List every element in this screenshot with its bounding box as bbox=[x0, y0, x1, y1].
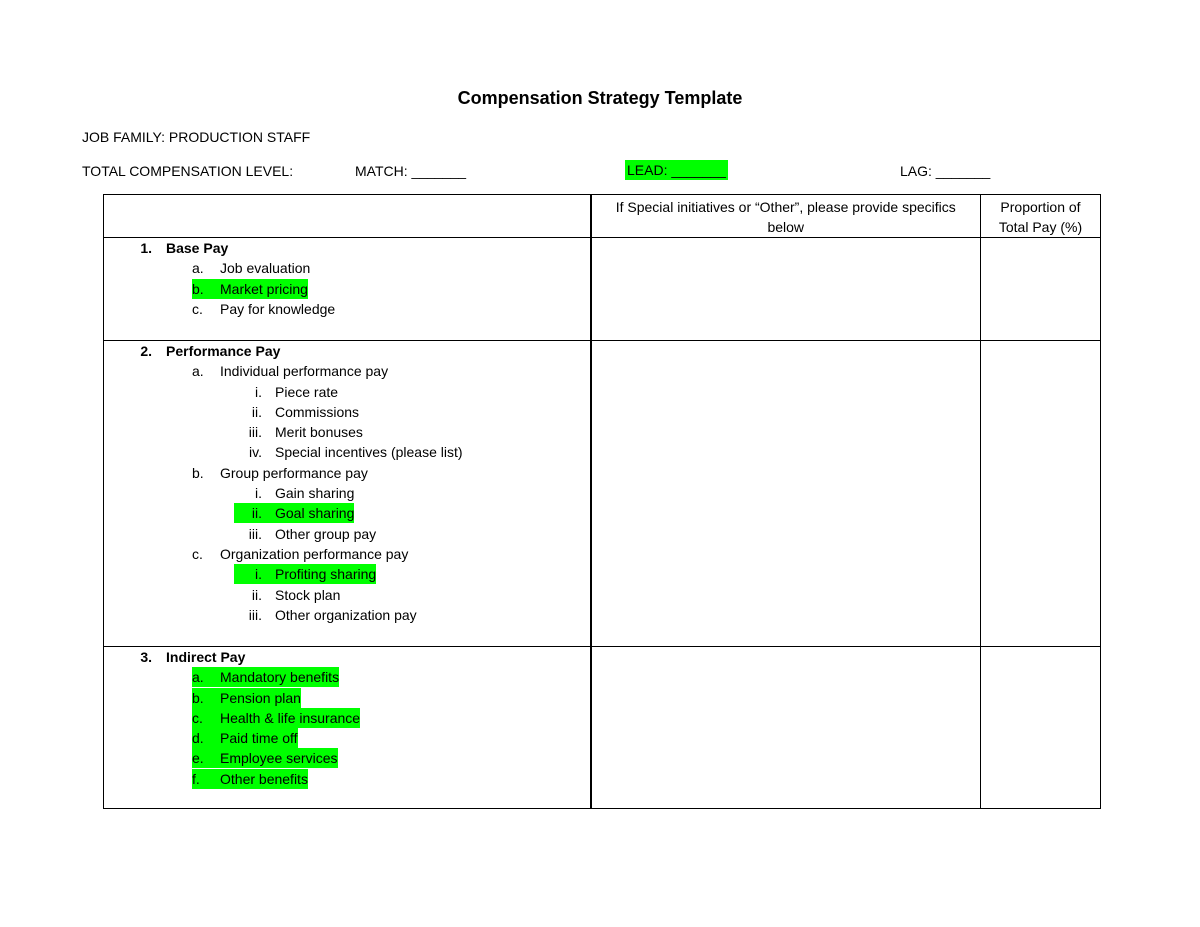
proportion-cell[interactable] bbox=[981, 238, 1101, 341]
match-field[interactable]: MATCH: _______ bbox=[355, 163, 467, 179]
sub-list-item bbox=[104, 442, 590, 462]
list-marker: b. bbox=[192, 280, 204, 297]
sub-list-item bbox=[104, 605, 590, 625]
list-item bbox=[104, 748, 590, 768]
list-marker: a. bbox=[192, 260, 204, 277]
list-item-text: Health & life insurance bbox=[220, 709, 361, 726]
list-marker: d. bbox=[192, 730, 204, 747]
list-marker: iv. bbox=[249, 444, 262, 461]
section-row-indirect-pay bbox=[104, 647, 1101, 809]
list-item bbox=[104, 769, 590, 789]
list-item-text: Base Pay bbox=[166, 240, 229, 256]
list-item bbox=[104, 299, 590, 319]
section-heading bbox=[104, 238, 590, 258]
specifics-cell[interactable] bbox=[591, 647, 981, 809]
section-cell bbox=[104, 647, 591, 809]
section-row-base-pay bbox=[104, 238, 1101, 341]
sub-list-item bbox=[104, 564, 590, 584]
list-marker: e. bbox=[192, 750, 204, 767]
header-proportion bbox=[981, 195, 1101, 238]
list-marker: i. bbox=[255, 383, 262, 400]
list-marker: a. bbox=[192, 669, 204, 686]
list-marker: 3. bbox=[140, 649, 152, 665]
page-title: Compensation Strategy Template bbox=[457, 88, 743, 108]
specifics-cell[interactable] bbox=[591, 238, 981, 341]
list-item bbox=[104, 688, 590, 708]
list-item-text: Commissions bbox=[275, 403, 360, 420]
list-marker: i. bbox=[255, 566, 262, 583]
specifics-cell[interactable] bbox=[591, 341, 981, 647]
sub-list-item bbox=[104, 422, 590, 442]
proportion-cell[interactable] bbox=[981, 341, 1101, 647]
list-marker: c. bbox=[192, 709, 203, 726]
list-item-text: Paid time off bbox=[220, 730, 298, 747]
list-item-text: Mandatory benefits bbox=[220, 669, 340, 686]
sub-list-item bbox=[104, 483, 590, 503]
list-item-text: Organization performance pay bbox=[220, 545, 409, 562]
list-marker: iii. bbox=[248, 525, 262, 542]
section-cell bbox=[104, 238, 591, 341]
list-item-text: Gain sharing bbox=[275, 485, 355, 502]
sub-list-item bbox=[104, 503, 590, 523]
list-marker: iii. bbox=[248, 606, 262, 623]
list-item-text: Indirect Pay bbox=[166, 649, 246, 665]
section-row-performance-pay bbox=[104, 341, 1101, 647]
list-marker: 1. bbox=[140, 240, 152, 256]
header-proportion-line2: Total Pay (%) bbox=[998, 219, 1083, 235]
list-item-text: Market pricing bbox=[220, 280, 308, 297]
list-marker: a. bbox=[192, 363, 204, 380]
list-item-text: Stock plan bbox=[275, 586, 341, 603]
list-item bbox=[104, 361, 590, 381]
compensation-table bbox=[103, 194, 1101, 809]
list-item bbox=[104, 728, 590, 748]
list-item-text: Profiting sharing bbox=[275, 566, 377, 583]
list-item bbox=[104, 667, 590, 687]
list-item-text: Job evaluation bbox=[220, 260, 311, 277]
list-marker: ii. bbox=[251, 403, 262, 420]
list-marker: c. bbox=[192, 545, 203, 562]
list-marker: b. bbox=[192, 689, 204, 706]
sub-list-item bbox=[104, 524, 590, 544]
list-item-text: Goal sharing bbox=[275, 505, 355, 522]
list-marker: i. bbox=[255, 485, 262, 502]
list-item bbox=[104, 463, 590, 483]
job-family-label: JOB FAMILY: PRODUCTION STAFF bbox=[82, 129, 311, 145]
list-item-text: Individual performance pay bbox=[220, 363, 389, 380]
header-row bbox=[104, 195, 1101, 238]
list-item-text: Pay for knowledge bbox=[220, 300, 336, 317]
list-item-text: Pension plan bbox=[220, 689, 301, 706]
list-item bbox=[104, 544, 590, 564]
header-specifics bbox=[591, 195, 981, 238]
list-item-text: Piece rate bbox=[275, 383, 339, 400]
comp-level-label: TOTAL COMPENSATION LEVEL: bbox=[82, 163, 294, 179]
header-empty-cell bbox=[104, 195, 591, 238]
list-item-text: Performance Pay bbox=[166, 343, 281, 359]
list-item bbox=[104, 708, 590, 728]
list-item-text: Other benefits bbox=[220, 770, 308, 787]
list-marker: f. bbox=[192, 770, 200, 787]
list-marker: b. bbox=[192, 464, 204, 481]
list-item bbox=[104, 258, 590, 278]
list-marker: c. bbox=[192, 300, 203, 317]
section-heading bbox=[104, 647, 590, 667]
list-item-text: Other group pay bbox=[275, 525, 377, 542]
lead-field[interactable]: LEAD: _______ bbox=[627, 162, 726, 178]
list-item-text: Other organization pay bbox=[275, 606, 417, 623]
proportion-cell[interactable] bbox=[981, 647, 1101, 809]
list-marker: ii. bbox=[251, 586, 262, 603]
list-item-text: Employee services bbox=[220, 750, 338, 767]
sub-list-item bbox=[104, 585, 590, 605]
list-item bbox=[104, 279, 590, 299]
header-specifics-line2: below bbox=[767, 219, 805, 235]
list-marker: 2. bbox=[140, 343, 152, 359]
lag-field[interactable]: LAG: _______ bbox=[900, 163, 991, 179]
sub-list-item bbox=[104, 382, 590, 402]
list-item-text: Group performance pay bbox=[220, 464, 368, 481]
list-marker: iii. bbox=[248, 424, 262, 441]
header-specifics-line1: If Special initiatives or “Other”, please provide specifics bbox=[615, 199, 956, 215]
header-proportion-line1: Proportion of bbox=[1000, 199, 1081, 215]
list-item-text: Merit bonuses bbox=[275, 424, 363, 441]
section-cell bbox=[104, 341, 591, 647]
section-heading bbox=[104, 341, 590, 361]
sub-list-item bbox=[104, 402, 590, 422]
list-item-text: Special incentives (please list) bbox=[275, 444, 463, 461]
list-marker: ii. bbox=[251, 505, 262, 522]
